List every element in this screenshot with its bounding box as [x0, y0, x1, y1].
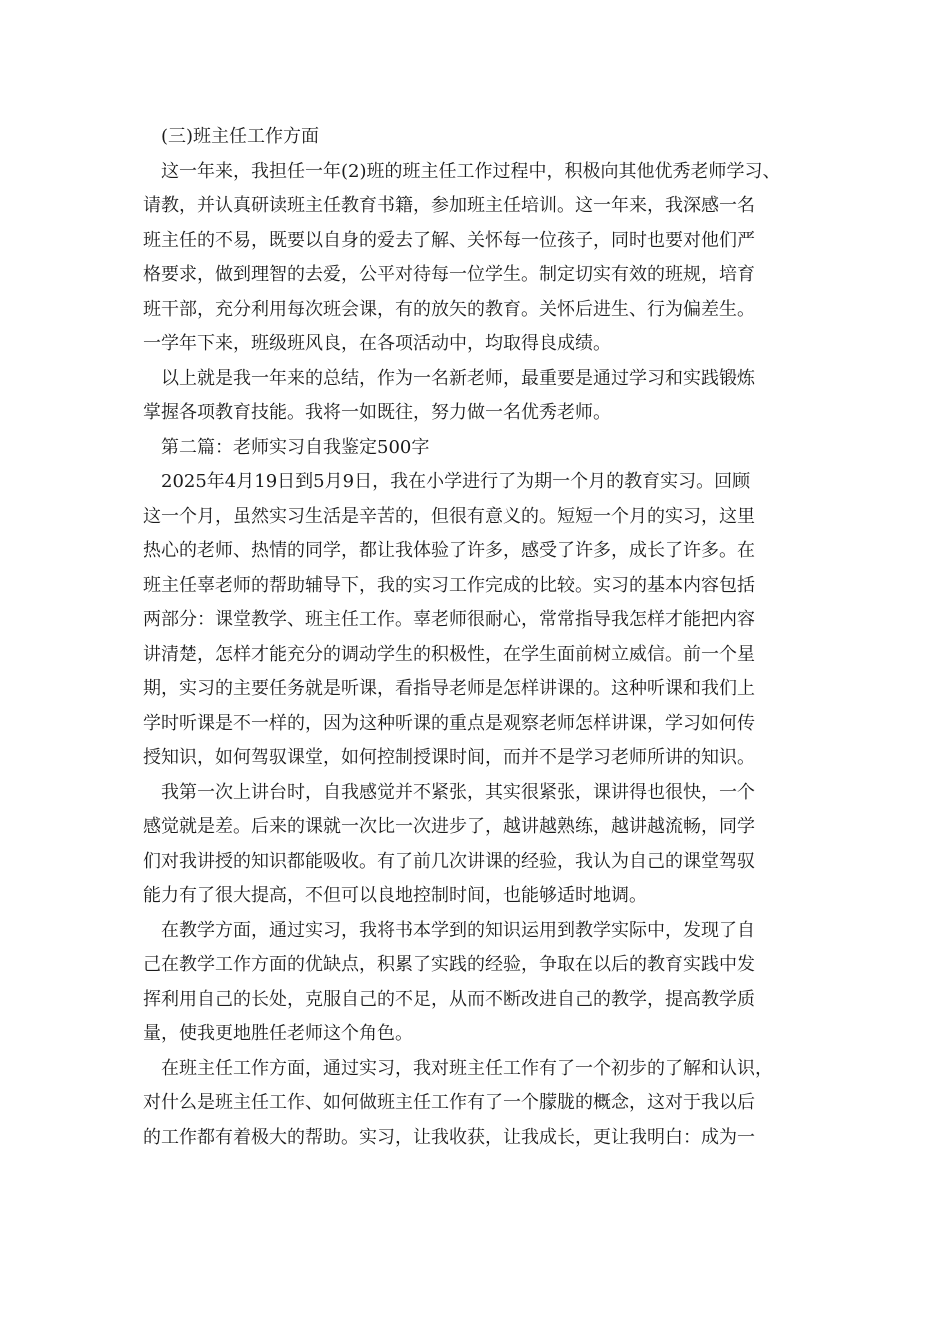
paragraph-line: 两部分：课堂教学、班主任工作。辜老师很耐心，常常指导我怎样才能把内容 — [143, 609, 755, 630]
paragraph-line: 的工作都有着极大的帮助。实习，让我收获，让我成长，更让我明白：成为一 — [143, 1126, 755, 1148]
section-heading-class-teacher-work: (三)班主任工作方面 — [161, 126, 320, 147]
paragraph-line: 请教，并认真研读班主任教育书籍，参加班主任培训。这一年来，我深感一名 — [143, 195, 755, 216]
paragraph-line: 我第一次上讲台时，自我感觉并不紧张，其实很紧张，课讲得也很快，一个 — [161, 781, 755, 803]
paragraph-line: 热心的老师、热情的同学，都让我体验了许多，感受了许多，成长了许多。在 — [143, 540, 755, 561]
paragraph-line: 期，实习的主要任务就是听课，看指导老师是怎样讲课的。这种听课和我们上 — [143, 678, 755, 699]
paragraph-line: 量，使我更地胜任老师这个角色。 — [143, 1023, 413, 1044]
paragraph-line: 对什么是班主任工作、如何做班主任工作有了一个朦胧的概念，这对于我以后 — [143, 1092, 755, 1113]
document-body — [143, 120, 833, 1155]
paragraph-line: 在教学方面，通过实习，我将书本学到的知识运用到教学实际中，发现了自 — [161, 919, 755, 941]
paragraph-line: 己在教学工作方面的优缺点，积累了实践的经验，争取在以后的教育实践中发 — [143, 954, 755, 975]
paragraph-line: 挥利用自己的长处，克服自己的不足，从而不断改进自己的教学，提高教学质 — [143, 988, 755, 1010]
paragraph-line: 能力有了很大提高，不但可以良地控制时间，也能够适时地调。 — [143, 885, 647, 906]
paragraph-line: 一学年下来，班级班风良，在各项活动中，均取得良成绩。 — [143, 333, 611, 354]
paragraph-line: 以上就是我一年来的总结，作为一名新老师，最重要是通过学习和实践锻炼 — [161, 367, 755, 389]
paragraph-line: 感觉就是差。后来的课就一次比一次进步了，越讲越熟练，越讲越流畅，同学 — [143, 816, 755, 837]
paragraph-line: 授知识，如何驾驭课堂，如何控制授课时间，而并不是学习老师所讲的知识。 — [143, 747, 755, 768]
paragraph-line: 在班主任工作方面，通过实习，我对班主任工作有了一个初步的了解和认识， — [161, 1057, 773, 1079]
paragraph-line: 这一年来，我担任一年(2)班的班主任工作过程中，积极向其他优秀老师学习、 — [161, 160, 781, 182]
paragraph-line: 学时听课是不一样的，因为这种听课的重点是观察老师怎样讲课，学习如何传 — [143, 712, 755, 734]
paragraph-line: 班主任辜老师的帮助辅导下，我的实习工作完成的比较。实习的基本内容包括 — [143, 574, 755, 596]
section-heading-part-two: 第二篇：老师实习自我鉴定500字 — [161, 436, 430, 458]
paragraph-line: 讲清楚，怎样才能充分的调动学生的积极性，在学生面前树立威信。前一个星 — [143, 643, 755, 665]
paragraph-line: 掌握各项教育技能。我将一如既往，努力做一名优秀老师。 — [143, 402, 611, 423]
paragraph-line: 格要求，做到理智的去爱，公平对待每一位学生。制定切实有效的班规，培育 — [143, 264, 755, 285]
paragraph-line: 2025年4月19日到5月9日，我在小学进行了为期一个月的教育实习。回顾 — [161, 471, 751, 492]
paragraph-line: 班干部，充分利用每次班会课，有的放矢的教育。关怀后进生、行为偏差生。 — [143, 298, 755, 320]
paragraph-line: 们对我讲授的知识都能吸收。有了前几次讲课的经验，我认为自己的课堂驾驭 — [143, 850, 755, 872]
paragraph-line: 班主任的不易，既要以自身的爱去了解、关怀每一位孩子，同时也要对他们严 — [143, 229, 755, 251]
paragraph-line: 这一个月，虽然实习生活是辛苦的，但很有意义的。短短一个月的实习，这里 — [143, 505, 755, 527]
